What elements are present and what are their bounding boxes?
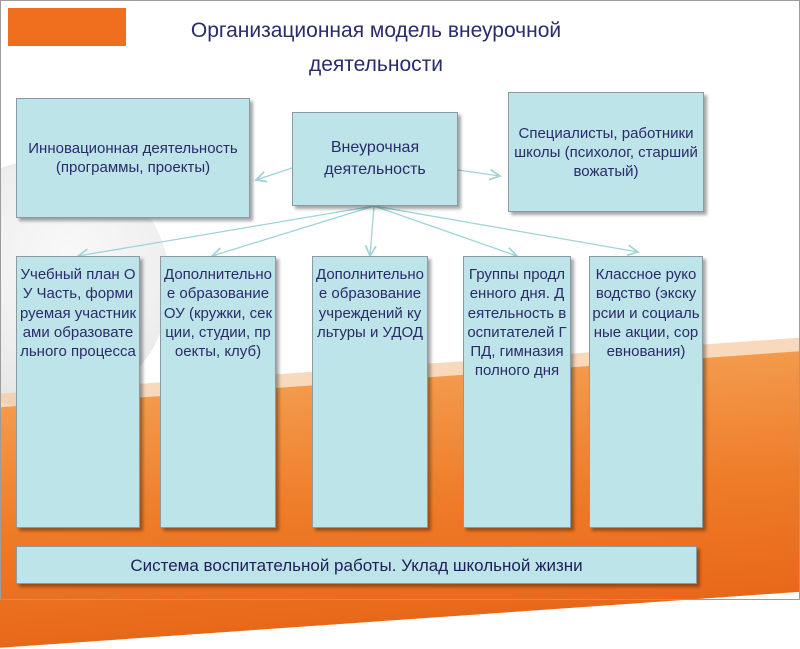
column-class-leadership-label: Классное руководство (экскурсии и социальные акции, соревнования): [592, 266, 700, 361]
extracurricular-activity-label: Внеурочная деятельность: [324, 139, 426, 178]
specialists-label: Специалисты, работники школы (психолог, старший вожатый): [514, 124, 698, 180]
column-additional-education-culture-label: Дополнительное образование учреждений культуры и УДОД: [316, 266, 424, 341]
column-additional-education-school-label: Дополнительное образование ОУ (кружки, секции, студии, проекты, клуб): [163, 266, 273, 361]
column-extended-day-groups-label: Группы продленного дня. Деятельность воспитателей ГПД, гимназия полного дня: [467, 266, 567, 380]
slide-title: Организационная модель внеурочной деятельности: [190, 19, 562, 76]
innovation-activity-label: Инновационная деятельность (программы, проекты): [28, 140, 238, 176]
education-system-label: Система воспитательной работы. Уклад школьной жизни: [130, 555, 583, 575]
column-curriculum-label: Учебный план ОУ Часть, формируемая участниками образовательного процесса: [19, 266, 137, 361]
